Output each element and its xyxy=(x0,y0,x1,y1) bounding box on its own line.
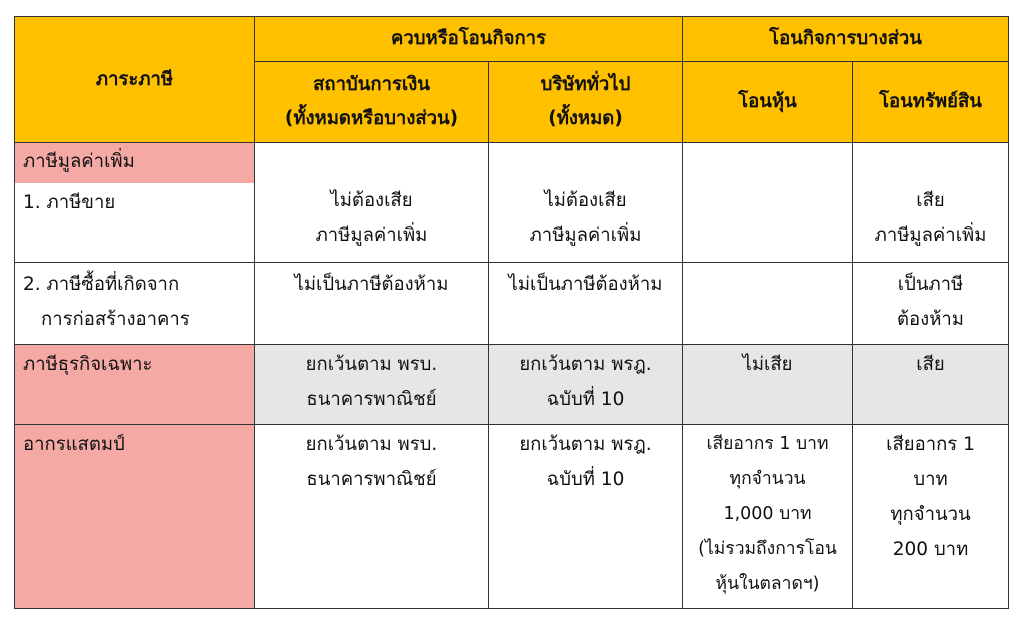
sbt-financial-line2: ธนาคารพาณิชย์ xyxy=(306,389,437,410)
stamp-assets-line4: 200 บาท xyxy=(892,539,969,560)
output-assets-line1: เสีย xyxy=(916,190,945,211)
stamp-general-line1: ยกเว้นตาม พรฎ. xyxy=(519,434,652,455)
output-financial-line2: ภาษีมูลค่าเพิ่ม xyxy=(315,225,428,246)
header-row-1 xyxy=(15,17,1009,62)
row-stamp xyxy=(15,425,1009,609)
cell-stamp-assets xyxy=(853,425,1009,609)
row-input-tax xyxy=(15,263,1009,345)
header-financial-institution xyxy=(255,62,489,143)
cell-sbt-general xyxy=(489,345,683,425)
header-general-line1: บริษัททั่วไป xyxy=(540,74,631,95)
cell-input-assets xyxy=(853,263,1009,345)
cell-output-financial xyxy=(255,143,489,263)
row-vat xyxy=(15,143,1009,263)
cell-output-assets xyxy=(853,143,1009,263)
stamp-shares-line5: หุ้นในตลาดฯ) xyxy=(715,574,820,594)
cell-output-general xyxy=(489,143,683,263)
tax-burden-table xyxy=(14,16,1009,609)
cell-sbt-financial xyxy=(255,345,489,425)
stamp-assets-line2: บาท xyxy=(913,469,948,490)
stamp-assets-line1: เสียอากร 1 xyxy=(886,434,975,455)
sbt-general-line2: ฉบับที่ 10 xyxy=(546,389,625,410)
header-transfer-assets: โอนทรัพย์สิน xyxy=(853,62,1009,143)
stamp-assets-line3: ทุกจำนวน xyxy=(890,504,971,525)
input-label-line2: การก่อสร้างอาคาร xyxy=(41,309,190,330)
tax-table-wrapper xyxy=(14,16,1009,609)
output-general-line2: ภาษีมูลค่าเพิ่ม xyxy=(529,225,642,246)
stamp-shares-line2: ทุกจำนวน xyxy=(729,469,806,489)
cell-input-shares xyxy=(683,263,853,345)
cell-stamp-general xyxy=(489,425,683,609)
stamp-label: อากรแสตมป์ xyxy=(15,425,255,609)
stamp-shares-line1: เสียอากร 1 บาท xyxy=(706,434,829,454)
stamp-financial-line1: ยกเว้นตาม พรบ. xyxy=(305,434,438,455)
stamp-shares-line4: (ไม่รวมถึงการโอน xyxy=(698,539,837,559)
cell-output-shares xyxy=(683,143,853,263)
cell-vat-label xyxy=(15,143,255,263)
header-general-line2: (ทั้งหมด) xyxy=(548,108,623,129)
stamp-general-line2: ฉบับที่ 10 xyxy=(546,469,625,490)
row-sbt xyxy=(15,345,1009,425)
header-tax-type: ภาระภาษี xyxy=(15,17,255,143)
sbt-label: ภาษีธุรกิจเฉพาะ xyxy=(15,345,255,425)
header-transfer-shares: โอนหุ้น xyxy=(683,62,853,143)
cell-input-general: ไม่เป็นภาษีต้องห้าม xyxy=(489,263,683,345)
input-assets-line1: เป็นภาษี xyxy=(897,274,964,295)
input-label-line1: 2. ภาษีซื้อที่เกิดจาก xyxy=(23,274,180,295)
header-full-transfer: ควบหรือโอนกิจการ xyxy=(255,17,683,62)
output-tax-label: 1. ภาษีขาย xyxy=(23,192,116,213)
input-assets-line2: ต้องห้าม xyxy=(897,309,964,330)
output-general-line1: ไม่ต้องเสีย xyxy=(544,190,627,211)
output-assets-line2: ภาษีมูลค่าเพิ่ม xyxy=(874,225,987,246)
header-financial-line1: สถาบันการเงิน xyxy=(313,74,430,95)
sbt-general-line1: ยกเว้นตาม พรฎ. xyxy=(519,354,652,375)
cell-sbt-assets: เสีย xyxy=(853,345,1009,425)
sbt-financial-line1: ยกเว้นตาม พรบ. xyxy=(305,354,438,375)
stamp-financial-line2: ธนาคารพาณิชย์ xyxy=(306,469,437,490)
header-financial-line2: (ทั้งหมดหรือบางส่วน) xyxy=(284,108,459,129)
header-partial-transfer: โอนกิจการบางส่วน xyxy=(683,17,1009,62)
cell-input-label xyxy=(15,263,255,345)
stamp-shares-line3: 1,000 บาท xyxy=(723,504,812,524)
header-general-company xyxy=(489,62,683,143)
cell-sbt-shares: ไม่เสีย xyxy=(683,345,853,425)
cell-stamp-shares xyxy=(683,425,853,609)
cell-input-financial: ไม่เป็นภาษีต้องห้าม xyxy=(255,263,489,345)
vat-label: ภาษีมูลค่าเพิ่ม xyxy=(15,143,254,183)
cell-stamp-financial xyxy=(255,425,489,609)
output-financial-line1: ไม่ต้องเสีย xyxy=(330,190,413,211)
